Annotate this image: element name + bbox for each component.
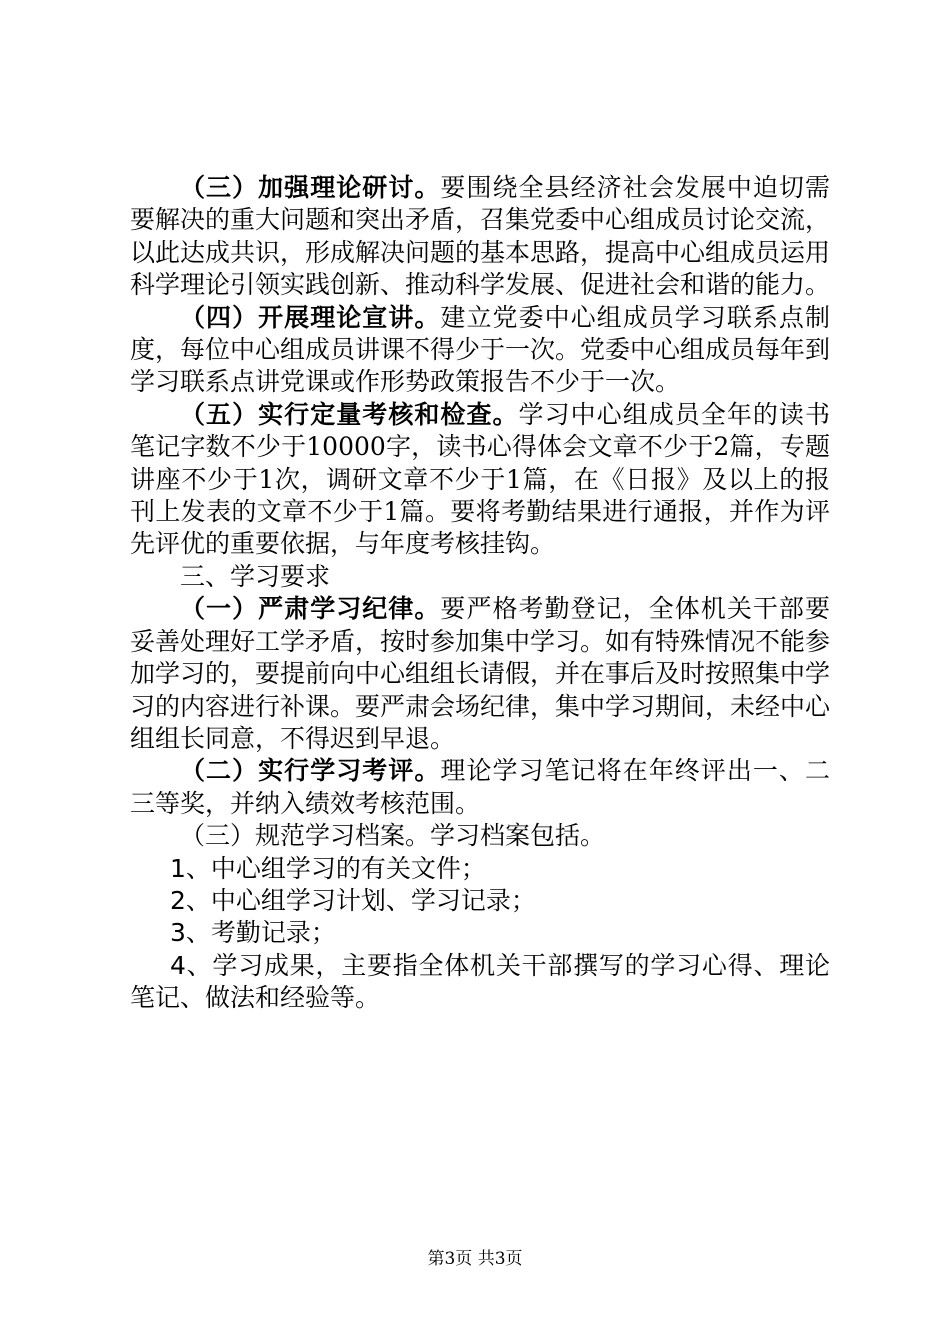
- paragraph-text: 学习中心组成员全年的读书笔记字数不少于10000字，读书心得体会文章不少于2篇，专题讲座不少于1次，调研文章不少于1篇，在《日报》及以上的报刊上发表的文章不少于1篇。要将考勤结果进行通报，并作为评先评优的重要依据，与年度考核挂钩。: [130, 399, 830, 559]
- archive-item-2: 2、中心组学习计划、学习记录；: [170, 885, 536, 915]
- paragraph-text: 建立党委中心组成员学习联系点制度，每位中心组成员讲课不得少于一次。党委中心组成员每年到学习联系点讲党课或作形势政策报告不少于一次。: [130, 302, 831, 397]
- section-heading: 三、学习要求: [180, 561, 331, 591]
- archive-item-4: 4、学习成果，主要指全体机关干部撰写的学习心得、理论笔记、做法和经验等。: [130, 950, 830, 1013]
- paragraph-lead: （一）严肃学习纪律。: [180, 594, 441, 624]
- paragraph-evaluation: [130, 755, 830, 820]
- page-footer: 第3页 共3页: [427, 1249, 523, 1269]
- paragraph-lead: （五）实行定量考核和检查。: [180, 399, 519, 429]
- paragraph-text: 学习档案包括。: [430, 821, 606, 851]
- paragraph-text: 要严格考勤登记，全体机关干部要妥善处理好工学矛盾，按时参加集中学习。如有特殊情况不能参加学习的，要提前向中心组组长请假，并在事后及时按照集中学习的内容进行补课。要严肃会场纪律，集中学习期间，未经中心组组长同意，不得迟到早退。: [130, 594, 831, 753]
- paragraph-theory-discussion: [130, 172, 830, 302]
- paragraph-archives: [130, 820, 830, 852]
- paragraph-lead: （四）开展理论宣讲。: [180, 302, 441, 332]
- archive-item-1: 1、中心组学习的有关文件；: [170, 853, 486, 883]
- paragraph-lead: （二）实行学习考评。: [180, 756, 441, 786]
- paragraph-discipline: [130, 593, 830, 755]
- archive-item-3: 3、考勤记录；: [170, 918, 336, 948]
- paragraph-theory-lecture: [130, 302, 830, 399]
- document-body: [130, 172, 830, 1015]
- paragraph-lead: （三）规范学习档案。: [180, 821, 431, 851]
- paragraph-text: 要围绕全县经济社会发展中迫切需要解决的重大问题和突出矛盾，召集党委中心组成员讨论交流，以此达成共识，形成解决问题的基本思路，提高中心组成员运用科学理论引领实践创新、推动科学发展、促进社会和谐的能力。: [130, 173, 831, 300]
- paragraph-quantitative-assessment: [130, 399, 830, 561]
- paragraph-lead: （三）加强理论研讨。: [180, 173, 441, 202]
- paragraph-text: 理论学习笔记将在年终评出一、二三等奖，并纳入绩效考核范围。: [130, 756, 830, 818]
